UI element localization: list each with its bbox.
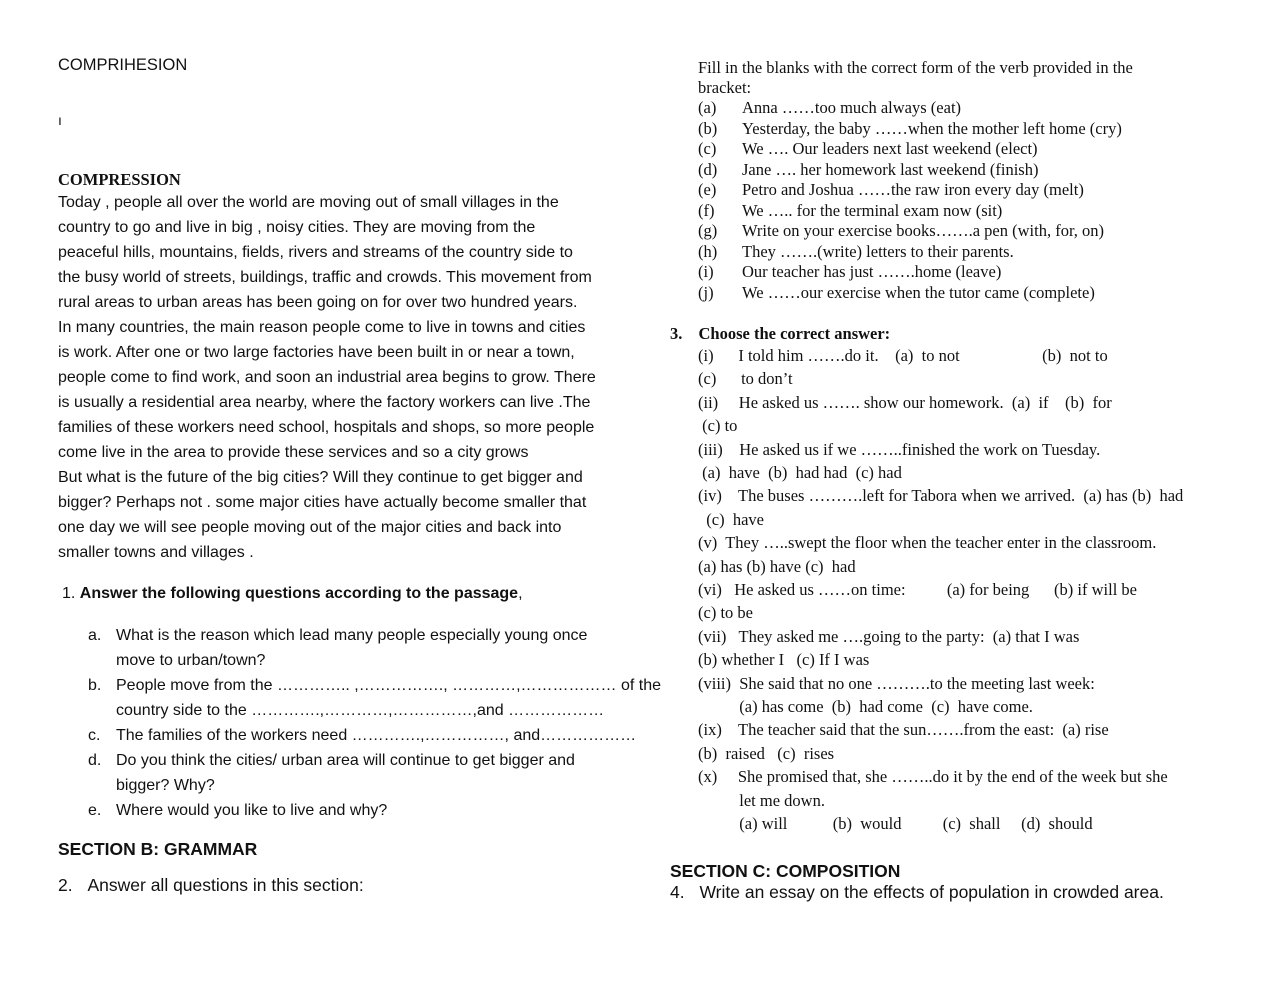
passage-line: the busy world of streets, buildings, traffic and crowds. This movement from xyxy=(58,269,592,286)
choose-line: (a) has come (b) had come (c) have come. xyxy=(698,697,1033,716)
choose-line: (iii) He asked us if we ……..finished the work on Tuesday. xyxy=(698,439,1101,459)
question-1-item-text: country side to the ………….,…………,……………,and ……………… xyxy=(116,702,605,719)
fill-in-item-label: (d) xyxy=(698,159,718,179)
question-1-item-label: a. xyxy=(88,627,102,644)
fill-in-item-label: (g) xyxy=(698,221,718,240)
fill-in-item-label: (i) xyxy=(698,262,714,281)
choose-line: (vii) They asked me ….going to the party: (a) that I was xyxy=(698,626,1080,646)
question-1-item-text: move to urban/town? xyxy=(116,652,266,669)
passage-line: is work. After one or two large factories have been built in or near a town, xyxy=(58,344,575,361)
question-1-item-text: What is the reason which lead many people especially young once xyxy=(116,627,588,644)
passage-line: In many countries, the main reason people come to live in towns and cities xyxy=(58,319,586,336)
question-1-item-text: Do you think the cities/ urban area will continue to get bigger and xyxy=(116,752,575,769)
stray-mark: ı xyxy=(58,112,62,128)
choose-line: (ii) He asked us ……. show our homework. (a) if (b) for xyxy=(698,392,1112,412)
passage-line: peaceful hills, mountains, fields, rivers and streams of the country side to xyxy=(58,244,573,261)
fill-in-item-text: Our teacher has just …….home (leave) xyxy=(742,262,1002,281)
choose-line: (vi) He asked us ……on time: (a) for being (b) if will be xyxy=(698,580,1137,599)
choose-line: (b) raised (c) rises xyxy=(698,743,835,763)
section-c-heading: SECTION C: COMPOSITION xyxy=(670,861,901,881)
passage-line: bigger? Perhaps not . some major cities have actually become smaller that xyxy=(58,494,587,511)
fill-in-item-label: (h) xyxy=(698,241,718,261)
page-heading: COMPRIHESION xyxy=(58,56,188,74)
fill-in-item-text: They …….(write) letters to their parents. xyxy=(742,241,1014,261)
question-3-heading xyxy=(670,324,890,344)
choose-line: (b) whether I (c) If I was xyxy=(698,650,870,670)
fill-in-item-label: (e) xyxy=(698,180,717,199)
passage-line: is usually a residential area nearby, where the factory workers can live .The xyxy=(58,394,591,411)
passage-heading: COMPRESSION xyxy=(58,170,181,189)
passage-line: smaller towns and villages . xyxy=(58,544,254,561)
question-1-item-text: Where would you like to live and why? xyxy=(116,802,388,819)
fill-in-item-label: (j) xyxy=(698,282,714,302)
fill-in-item-label: (f) xyxy=(698,200,715,220)
question-3-title: Choose the correct answer: xyxy=(698,324,891,343)
fill-in-item-text: Jane …. her homework last weekend (finish) xyxy=(742,159,1039,179)
question-1-item-label: b. xyxy=(88,677,102,694)
question-2 xyxy=(58,875,364,896)
choose-line: (a) will (b) would (c) shall (d) should xyxy=(698,814,1093,833)
question-1-item-text: bigger? Why? xyxy=(116,777,215,794)
choose-line: (v) They …..swept the floor when the teacher enter in the classroom. xyxy=(698,533,1157,553)
question-1-item-text: The families of the workers need ………….,……………, and……………… xyxy=(116,727,637,744)
choose-line: (c) have xyxy=(698,509,764,529)
choose-line: (viii) She said that no one ……….to the meeting last week: xyxy=(698,673,1095,693)
fill-in-instructions-line-1: Fill in the blanks with the correct form of the verb provided in the xyxy=(698,58,1133,77)
choose-line: (i) I told him …….do it. (a) to not (b) not to xyxy=(698,346,1108,365)
question-1-item-text: People move from the ………….. ,……………., …………,……………… of the xyxy=(116,677,662,694)
passage-line: one day we will see people moving out of the major cities and back into xyxy=(58,519,562,536)
passage-line: people come to find work, and soon an industrial area begins to grow. There xyxy=(58,369,596,386)
fill-in-item-text: We ….. for the terminal exam now (sit) xyxy=(742,200,1003,220)
choose-line: (c) to xyxy=(698,416,738,436)
question-1-title: Answer the following questions according to the passage xyxy=(79,585,519,602)
fill-in-item-label: (c) xyxy=(698,139,717,158)
question-1-number: 1. xyxy=(62,585,76,602)
question-3-number: 3. xyxy=(670,324,683,343)
choose-line: (iv) The buses ……….left for Tabora when we arrived. (a) has (b) had xyxy=(698,486,1184,506)
choose-line: (c) to be xyxy=(698,603,753,623)
passage-line: rural areas to urban areas has been going on for over two hundred years. xyxy=(58,294,578,311)
fill-in-item-text: We ……our exercise when the tutor came (complete) xyxy=(742,282,1095,302)
fill-in-item-label: (b) xyxy=(698,118,718,138)
fill-in-item-text: We …. Our leaders next last weekend (elect) xyxy=(742,139,1038,158)
passage-line: But what is the future of the big cities? Will they continue to get bigger and xyxy=(58,469,583,486)
fill-in-item-text: Yesterday, the baby ……when the mother left home (cry) xyxy=(742,118,1122,138)
fill-in-item-text: Anna ……too much always (eat) xyxy=(742,98,962,117)
question-4-text: Write an essay on the effects of population in crowded area. xyxy=(699,882,1164,902)
passage-body xyxy=(58,190,596,565)
choose-line: (ix) The teacher said that the sun…….from the east: (a) rise xyxy=(698,720,1109,740)
question-1-item-label: e. xyxy=(88,802,102,819)
fill-in-instructions-line-2: bracket: xyxy=(698,78,752,97)
passage-line: families of these workers need school, hospitals and shops, so more people xyxy=(58,419,595,436)
section-b-heading: SECTION B: GRAMMAR xyxy=(58,839,258,859)
choose-line: (a) has (b) have (c) had xyxy=(698,556,856,576)
question-2-number: 2. xyxy=(58,875,73,895)
passage-line: Today , people all over the world are moving out of small villages in the xyxy=(58,194,559,211)
question-1-comma: , xyxy=(518,585,523,602)
choose-line: (a) have (b) had had (c) had xyxy=(698,463,902,482)
fill-in-item-text: Petro and Joshua ……the raw iron every day (melt) xyxy=(742,180,1084,199)
fill-in-item-label: (a) xyxy=(698,98,717,117)
question-2-text: Answer all questions in this section: xyxy=(87,875,364,895)
fill-in-instructions xyxy=(698,58,1133,98)
question-1-heading xyxy=(62,581,523,606)
passage-line: come live in the area to provide these services and so a city grows xyxy=(58,444,529,461)
question-1-item-label: c. xyxy=(88,727,101,744)
question-4-number: 4. xyxy=(670,882,685,902)
choose-line: (c) to don’t xyxy=(698,369,793,389)
fill-in-item-text: Write on your exercise books…….a pen (with, for, on) xyxy=(742,221,1105,240)
passage-line: country to go and live in big , noisy cities. They are moving from the xyxy=(58,219,536,236)
question-1-item-label: d. xyxy=(88,752,102,769)
choose-line: (x) She promised that, she ……..do it by the end of the week but she xyxy=(698,767,1168,787)
question-4 xyxy=(670,882,1164,903)
choose-line: let me down. xyxy=(698,790,825,810)
